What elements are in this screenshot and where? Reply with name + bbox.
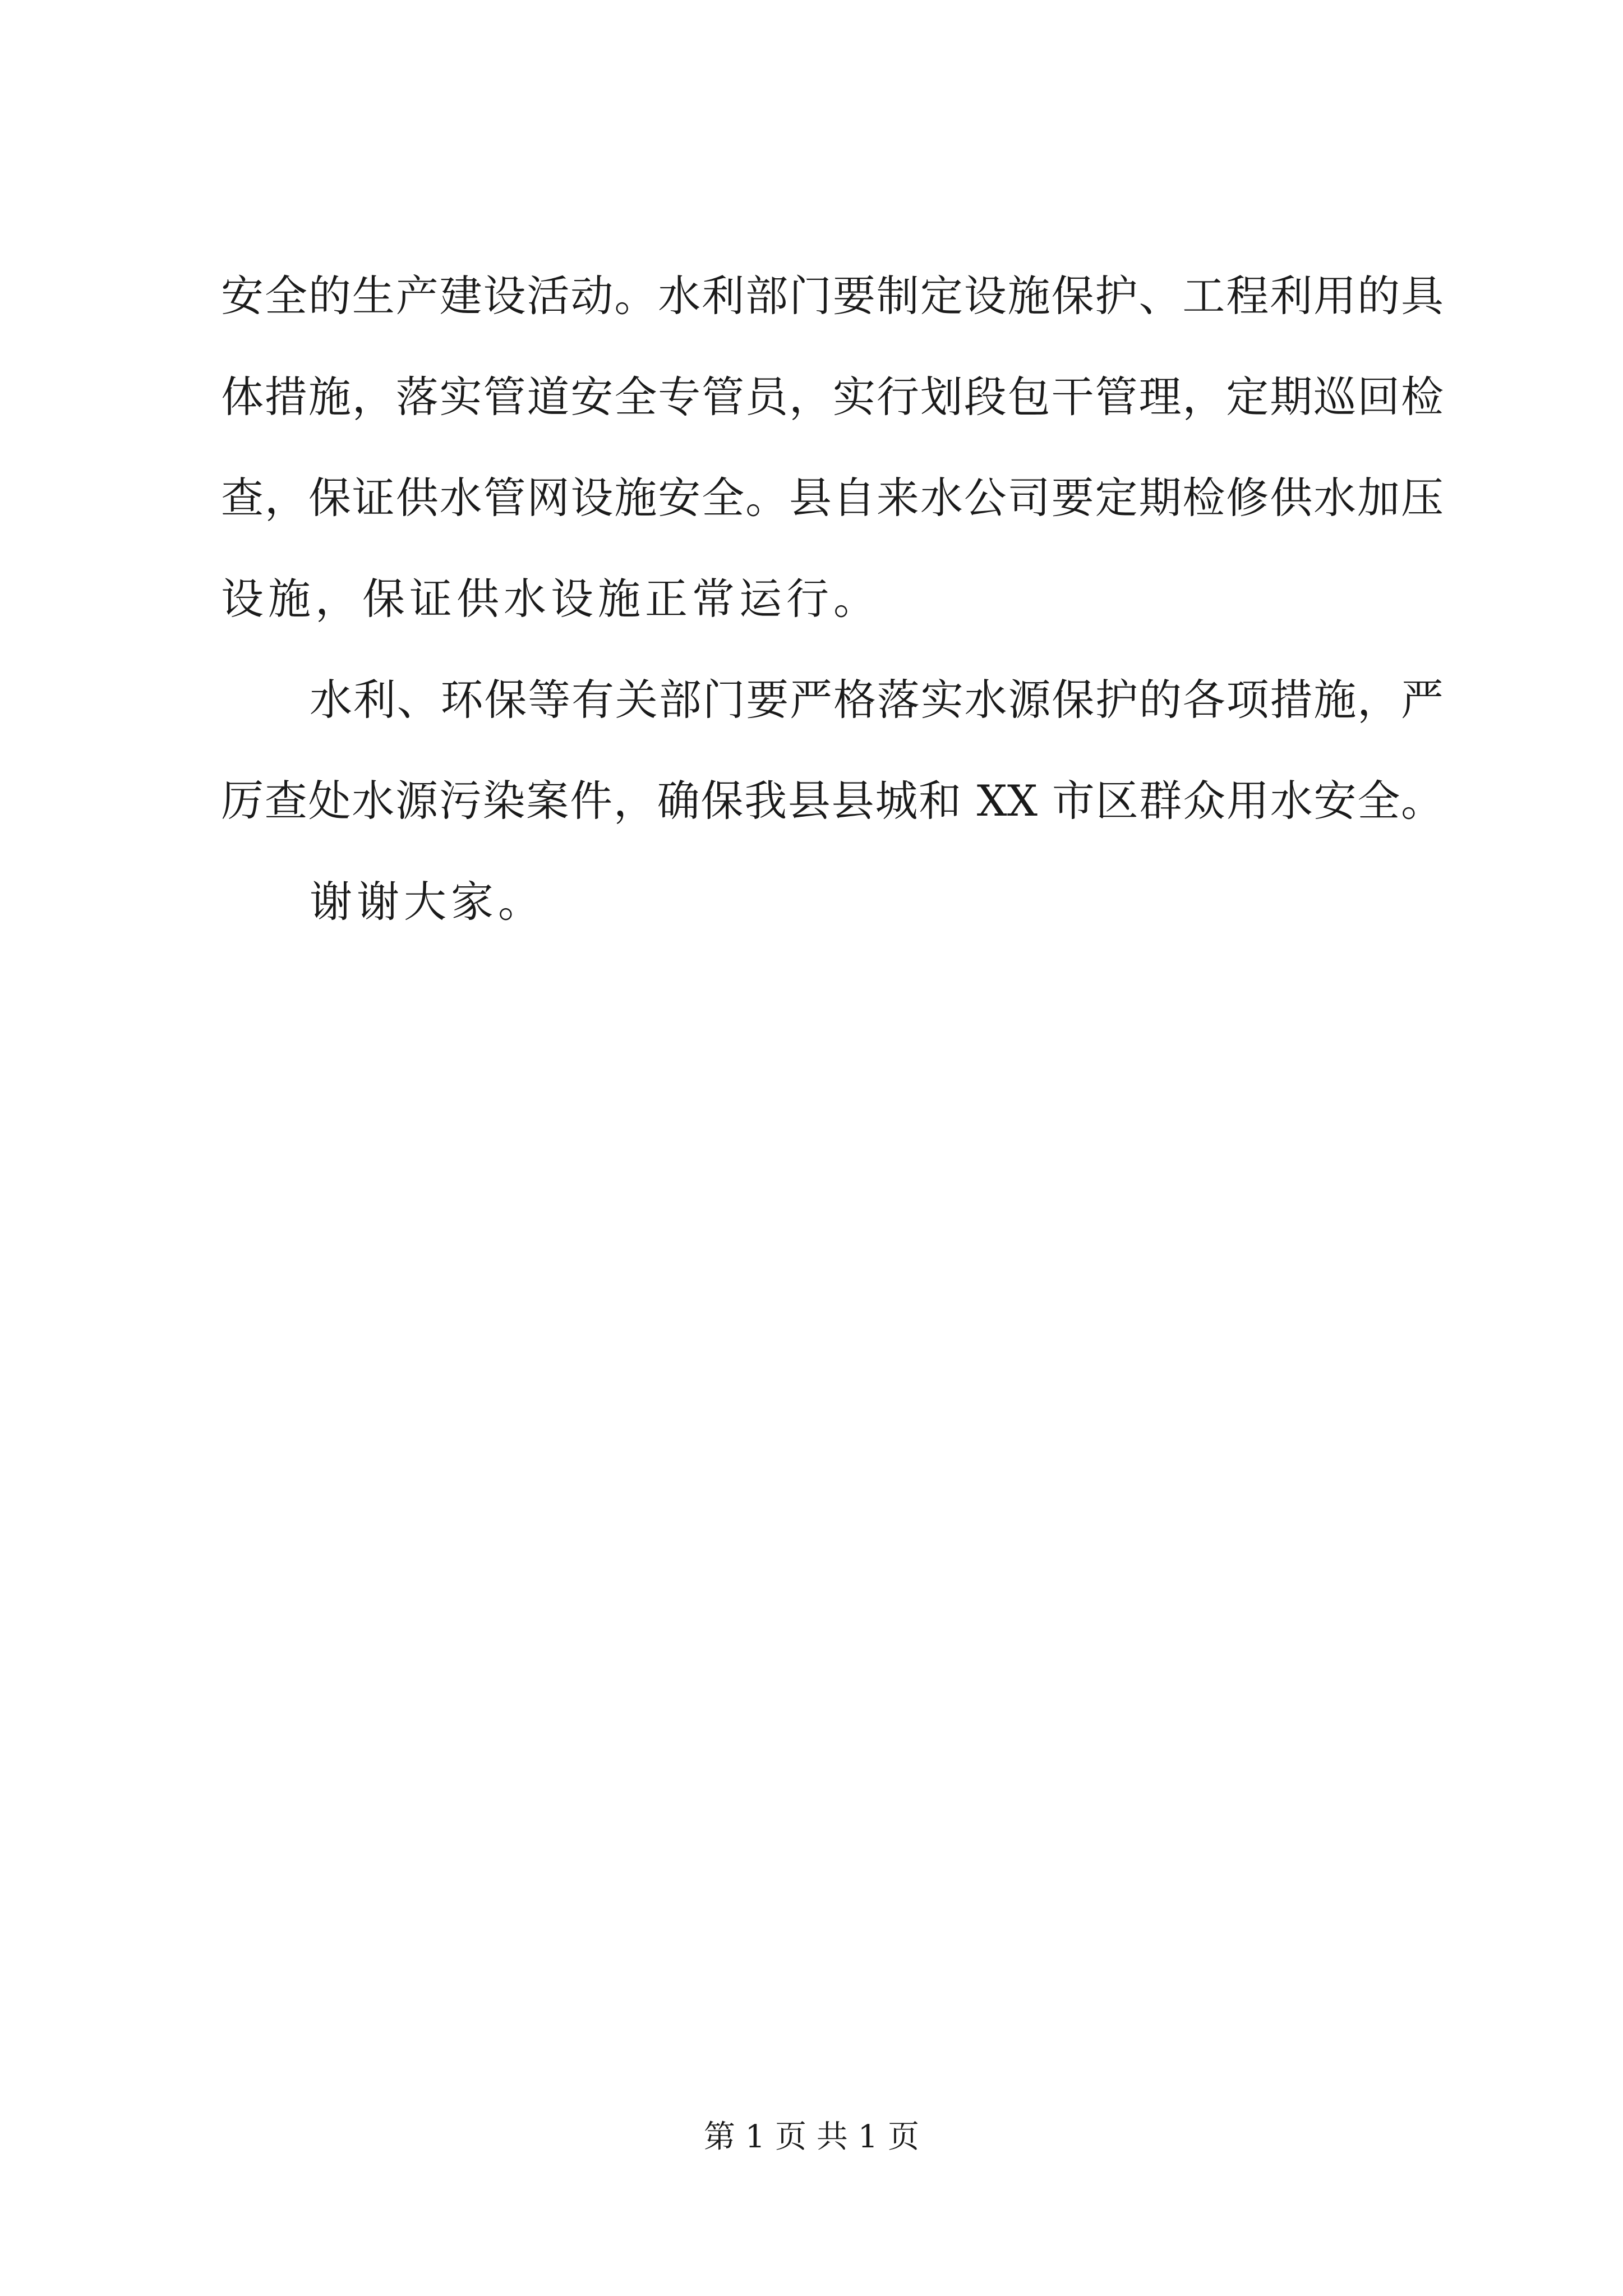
- paragraph-line: 厉查处水源污染案件，确保我县县城和 XX 市区群众用水安全。: [221, 776, 1444, 826]
- page-footer: [0, 2115, 1623, 2160]
- paragraph-line: 安全的生产建设活动。水利部门要制定设施保护、工程利用的具: [221, 271, 1444, 321]
- paragraph-line: 设施，保证供水设施正常运行。: [221, 574, 880, 624]
- paragraph-line: 水利、环保等有关部门要严格落实水源保护的各项措施，严: [310, 675, 1444, 725]
- page-number-label: 第 1 页 共 1 页: [703, 2119, 920, 2155]
- paragraph-line: 查，保证供水管网设施安全。县自来水公司要定期检修供水加压: [221, 473, 1444, 523]
- paragraph-line: 体措施，落实管道安全专管员，实行划段包干管理，定期巡回检: [221, 372, 1444, 422]
- closing-line: 谢谢大家。: [310, 877, 545, 927]
- document-body: [221, 246, 1444, 953]
